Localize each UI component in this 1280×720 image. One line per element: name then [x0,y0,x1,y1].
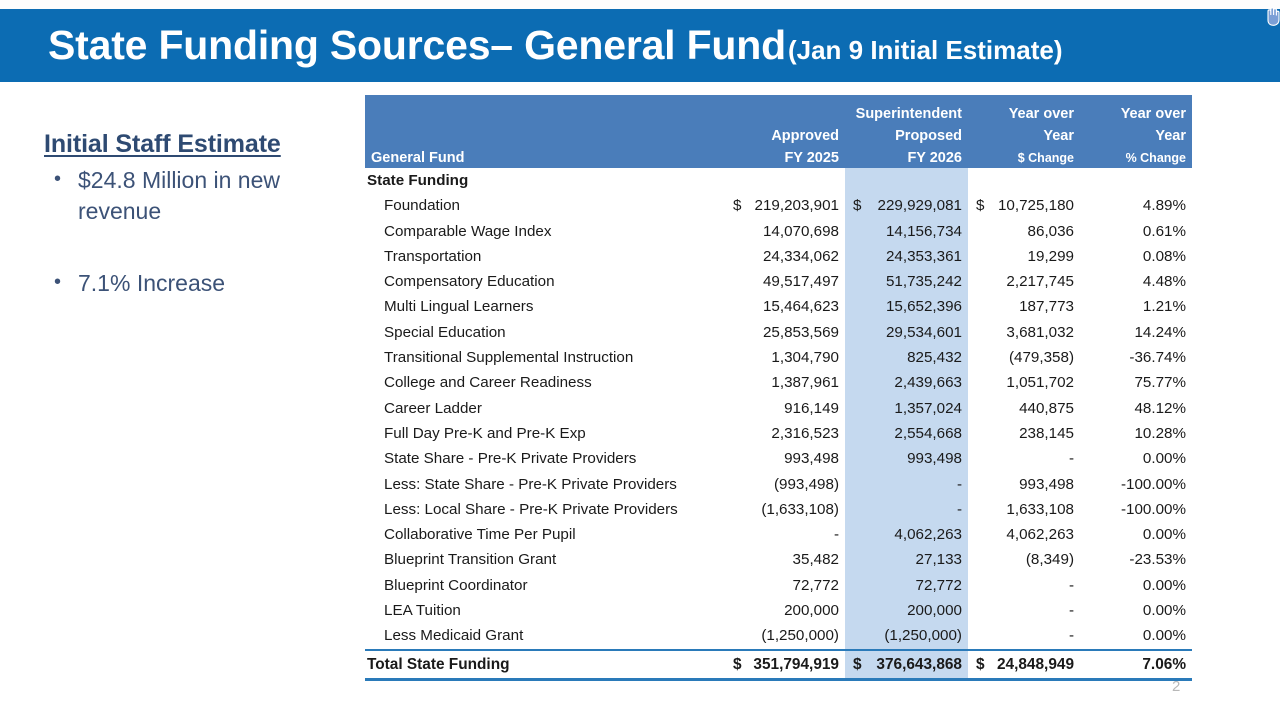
section-percent-change [1080,168,1192,193]
row-label: Multi Lingual Learners [384,298,534,316]
row-label: Less: Local Share - Pre-K Private Providers [384,500,678,518]
cell-fy2025: (1,633,108) [761,500,839,518]
table-row [365,320,1192,345]
cell-percent-change: 4.48% [1142,273,1186,291]
cell-fy2026: 29,534,601 [845,320,968,345]
cell-percent-change: 75.77% [1134,374,1186,392]
cell-fy2026 [845,193,968,218]
column-header-line1-label [365,95,725,124]
cell-fy2026: - [845,497,968,522]
cell-value: 10,725,180 [997,197,1074,215]
table-row [365,294,1192,319]
column-header-percent-change: % Change [1080,146,1192,168]
cell-fy2025: 14,070,698 [762,222,839,240]
cell-percent-change: 0.00% [1142,627,1186,645]
bullet-dot-icon: • [54,168,62,190]
cell-percent-change: -23.53% [1129,551,1186,569]
column-header-dollar-change: $ Change [968,146,1080,168]
cell-percent-change: 0.00% [1142,526,1186,544]
row-label: Career Ladder [384,399,482,417]
total-fy2025 [725,650,845,680]
section-fy26 [845,168,968,193]
cell-fy2026: (1,250,000) [845,623,968,649]
cell-fy2026: 200,000 [845,598,968,623]
cell-percent-change: 14.24% [1134,323,1186,341]
cell-dollar-change: 440,875 [1019,399,1074,417]
table-row [365,623,1192,649]
column-header-line2-fy26: Proposed [845,124,968,146]
section-dollar-change [968,168,1080,193]
cell-dollar-change: 993,498 [1019,475,1074,493]
cell-fy2026: 14,156,734 [845,219,968,244]
cell-fy2025: (993,498) [773,475,839,493]
cell-fy2026: 2,554,668 [845,421,968,446]
state-funding-table [365,95,1192,681]
currency-symbol: $ [976,655,985,673]
row-label: Special Education [384,323,506,341]
row-label: Less: State Share - Pre-K Private Providers [384,475,677,493]
column-header-fy2025: FY 2025 [725,146,845,168]
table-row-section [365,168,1192,193]
cell-percent-change: -36.74% [1129,349,1186,367]
cell-percent-change: 10.28% [1134,424,1186,442]
row-label: Blueprint Coordinator [384,576,528,594]
table-body [365,168,1192,679]
table-row [365,522,1192,547]
total-label: Total State Funding [365,650,725,680]
row-label: Transitional Supplemental Instruction [384,349,634,367]
column-header-line2-percent-change: Year [1080,124,1192,146]
cell-fy2026: - [845,472,968,497]
column-header-line1-percent-change: Year over [1080,95,1192,124]
cell-dollar-change: 187,773 [1019,298,1074,316]
cell-dollar-change: 3,681,032 [1006,323,1074,341]
cell-value: 219,203,901 [754,197,839,215]
cell-dollar-change: 19,299 [1027,247,1074,265]
cell-fy2026: 51,735,242 [845,269,968,294]
cell-percent-change: 0.00% [1142,450,1186,468]
page-title: State Funding Sources– General Fund [48,22,786,68]
summary-bullet-list [44,165,344,299]
table-row [365,472,1192,497]
table-row [365,573,1192,598]
title-banner [0,9,1280,82]
column-header-line2-fy25: Approved [725,124,845,146]
table-row [365,497,1192,522]
cell-fy2025 [725,193,845,218]
cell-dollar-change: 2,217,745 [1006,273,1074,291]
currency-symbol: $ [976,197,985,215]
cell-value: 376,643,868 [876,655,962,673]
cell-fy2026: 15,652,396 [845,294,968,319]
column-header-line1-dollar-change: Year over [968,95,1080,124]
table-row [365,193,1192,218]
cell-fy2025: 24,334,062 [762,247,839,265]
table-header-row-2 [365,124,1192,146]
cell-dollar-change: - [1068,576,1074,594]
cell-fy2025: - [833,526,839,544]
currency-symbol: $ [733,197,742,215]
cell-fy2026: 825,432 [845,345,968,370]
table-row [365,345,1192,370]
hand-cursor-icon [1263,6,1280,26]
cell-fy2025: 15,464,623 [762,298,839,316]
total-percent-change: 7.06% [1080,650,1192,680]
list-item-label: 7.1% Increase [78,270,226,297]
column-header-line1-fy26: Superintendent [845,95,968,124]
cell-dollar-change: - [1068,627,1074,645]
cell-percent-change: -100.00% [1120,500,1186,518]
currency-symbol: $ [853,655,862,673]
total-dollar-change [968,650,1080,680]
bullet-dot-icon: • [54,271,62,294]
table-header-row-3 [365,146,1192,168]
list-item [44,268,344,299]
table-row [365,598,1192,623]
table-row [365,219,1192,244]
row-label: Transportation [384,247,482,265]
row-label: Collaborative Time Per Pupil [384,526,576,544]
row-label: Full Day Pre-K and Pre-K Exp [384,424,586,442]
column-header-fy2026: FY 2026 [845,146,968,168]
row-label: State Share - Pre-K Private Providers [384,450,637,468]
slide-top-strip [0,0,1280,9]
cell-percent-change: 1.21% [1142,298,1186,316]
table-row [365,446,1192,471]
cell-fy2026: 4,062,263 [845,522,968,547]
cell-percent-change: 0.00% [1142,576,1186,594]
cell-dollar-change: - [1068,602,1074,620]
cell-dollar-change: 1,051,702 [1006,374,1074,392]
cell-dollar-change: (479,358) [1008,349,1074,367]
cell-fy2026: 1,357,024 [845,396,968,421]
cell-dollar-change: (8,349) [1025,551,1074,569]
row-label: Foundation [384,197,460,215]
section-fy25 [725,168,845,193]
cell-percent-change: 0.00% [1142,602,1186,620]
currency-symbol: $ [733,655,742,673]
table-row-total [365,650,1192,680]
table-row [365,421,1192,446]
cell-percent-change: 4.89% [1142,197,1186,215]
cell-dollar-change [968,193,1080,218]
cell-fy2026: 2,439,663 [845,370,968,395]
cell-fy2026: 993,498 [845,446,968,471]
cell-percent-change: -100.00% [1120,475,1186,493]
table-row [365,370,1192,395]
column-header-line2-label [365,124,725,146]
table-row [365,244,1192,269]
currency-symbol: $ [853,197,862,215]
table-header-row-1 [365,95,1192,124]
table-row [365,396,1192,421]
section-label: State Funding [367,172,469,189]
bullet-spacer [44,226,344,262]
page-subtitle: (Jan 9 Initial Estimate) [787,35,1063,65]
cell-percent-change: 0.61% [1142,222,1186,240]
cell-value: 24,848,949 [996,655,1074,673]
cell-dollar-change: 86,036 [1027,222,1074,240]
cell-dollar-change: - [1068,450,1074,468]
row-label: LEA Tuition [384,602,461,620]
table-header [365,95,1192,168]
cell-percent-change: 0.08% [1142,247,1186,265]
row-label: Comparable Wage Index [384,222,552,240]
state-funding-table-wrap [365,95,1192,681]
cell-fy2025: 1,304,790 [771,349,839,367]
cell-fy2025: 49,517,497 [762,273,839,291]
list-item-label: $24.8 Million in new revenue [78,167,281,224]
cell-dollar-change: 238,145 [1019,424,1074,442]
cell-fy2025: (1,250,000) [761,627,839,645]
row-label: Compensatory Education [384,273,555,291]
column-header-general-fund: General Fund [365,146,725,168]
cell-fy2026: 27,133 [845,547,968,572]
summary-heading: Initial Staff Estimate [44,130,281,158]
title-wrap [0,22,1063,68]
row-label: Less Medicaid Grant [384,627,524,645]
cell-percent-change: 48.12% [1134,399,1186,417]
cell-fy2025: 35,482 [792,551,839,569]
cell-dollar-change: 4,062,263 [1006,526,1074,544]
cell-fy2025: 2,316,523 [771,424,839,442]
cell-fy2026: 24,353,361 [845,244,968,269]
left-summary-panel [44,130,344,299]
column-header-line2-dollar-change: Year [968,124,1080,146]
table-row [365,547,1192,572]
page-number: 2 [1172,678,1181,695]
total-fy2026 [845,650,968,680]
cell-fy2025: 200,000 [784,602,839,620]
cell-fy2025: 916,149 [784,399,839,417]
cell-value: 351,794,919 [753,655,839,673]
cell-fy2026: 72,772 [845,573,968,598]
cell-fy2025: 1,387,961 [771,374,839,392]
cell-fy2025: 25,853,569 [762,323,839,341]
list-item [44,165,344,226]
cell-fy2025: 993,498 [784,450,839,468]
row-label: College and Career Readiness [384,374,592,392]
cell-fy2025: 72,772 [792,576,839,594]
cell-dollar-change: 1,633,108 [1006,500,1074,518]
row-label: Blueprint Transition Grant [384,551,557,569]
column-header-line1-fy25 [725,95,845,124]
table-row [365,269,1192,294]
cell-value: 229,929,081 [877,197,962,215]
